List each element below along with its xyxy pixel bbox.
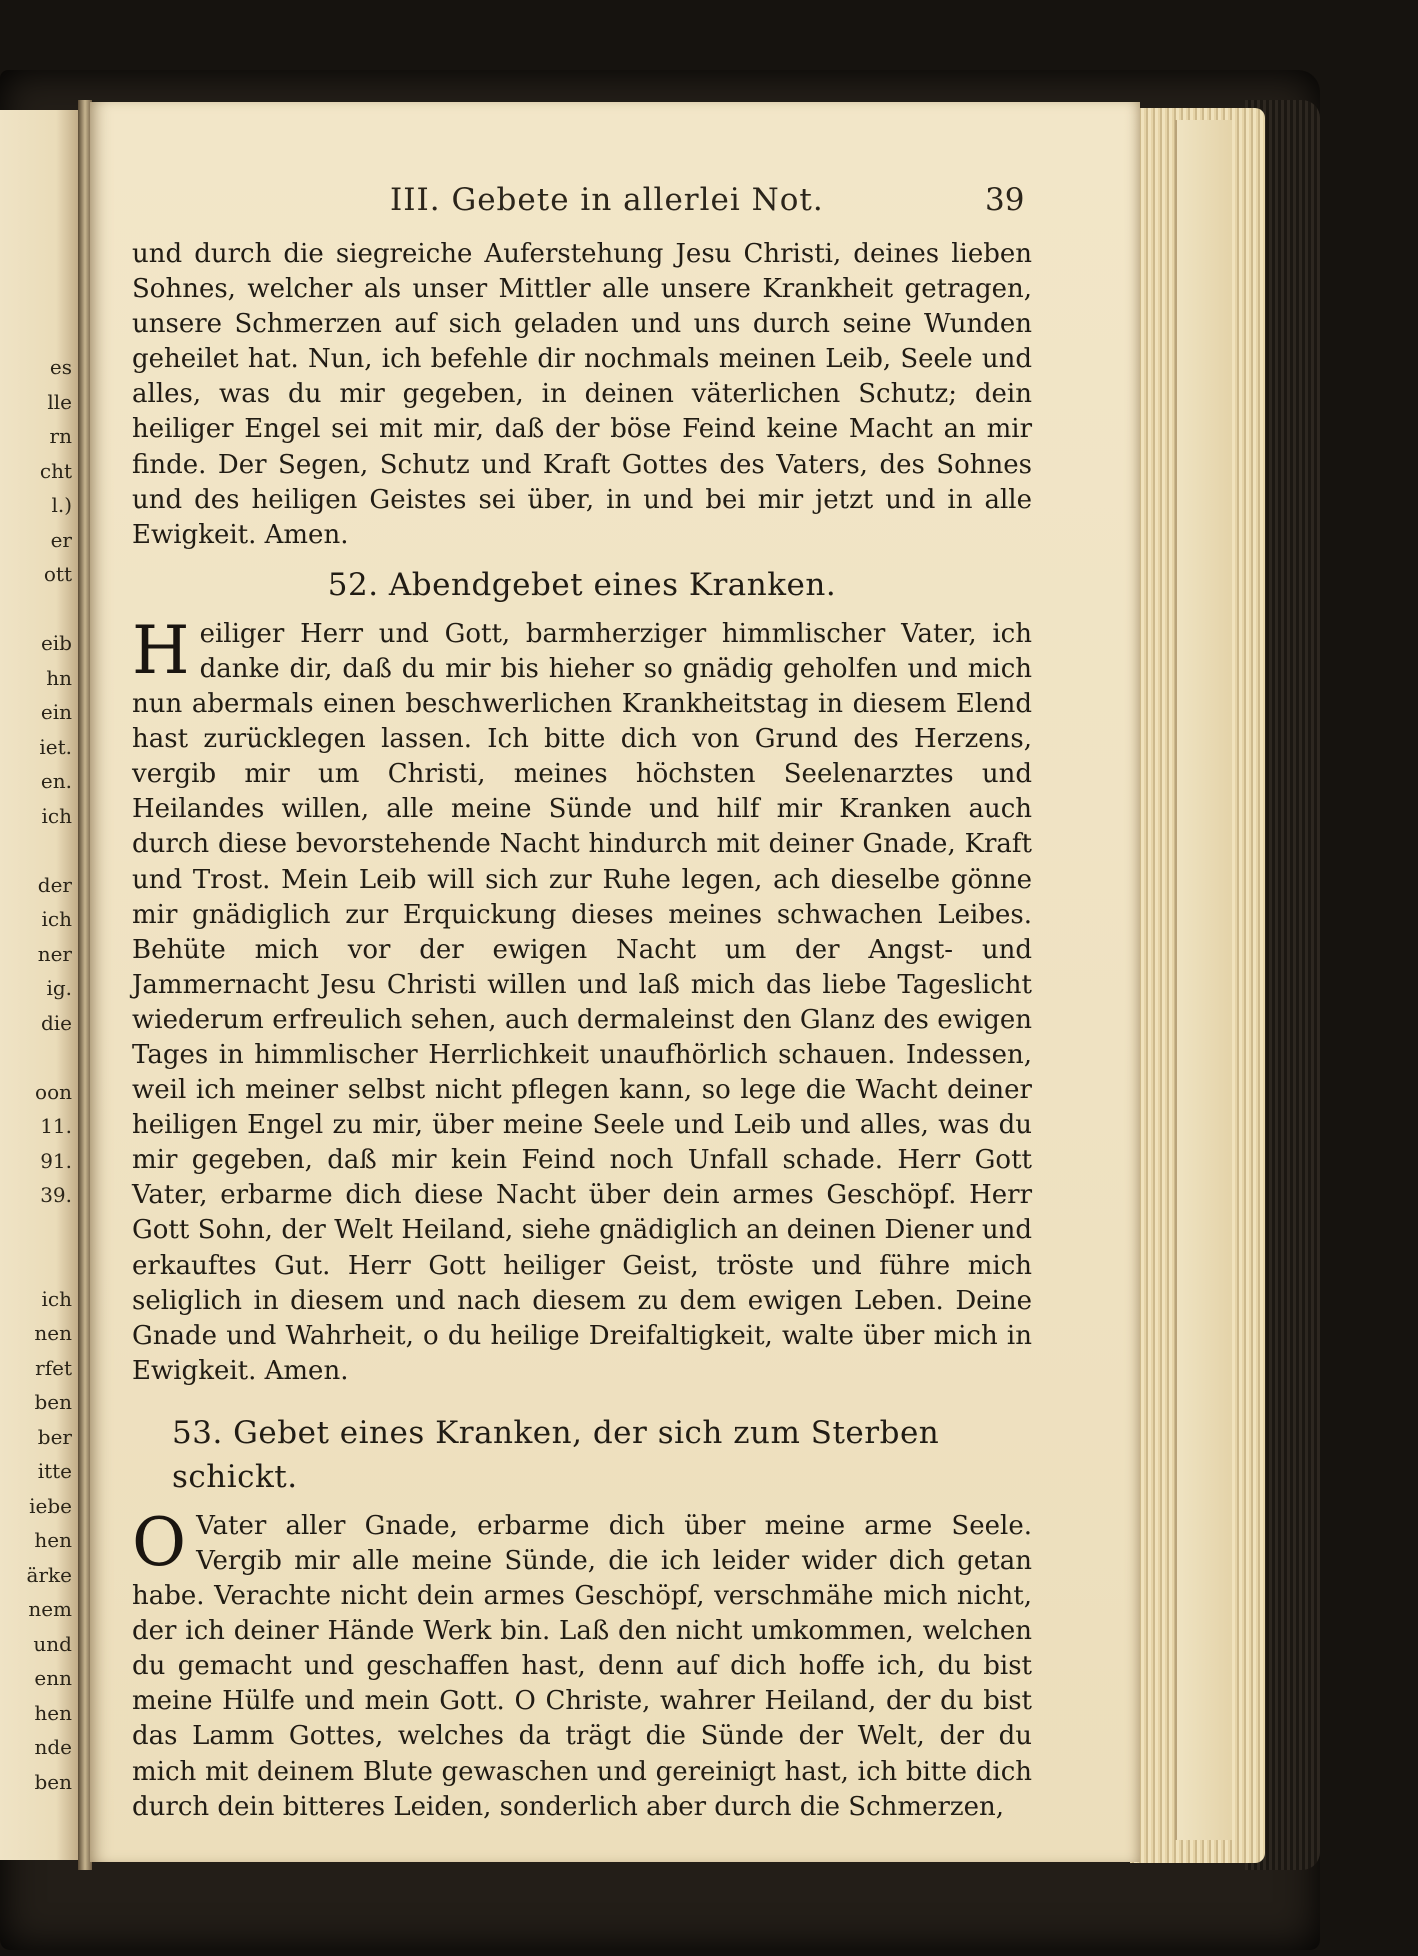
section-52-paragraph [132, 611, 1032, 1389]
left-page-fragment: hen [34, 1528, 72, 1552]
left-page-fragment: 11. [40, 1114, 72, 1138]
left-page-fragment: en. [40, 769, 72, 793]
section-52-dropcap: H [132, 611, 190, 689]
left-page-fragment: und [33, 1631, 72, 1656]
left-page-fragment: es [49, 355, 72, 379]
left-page-fragment: ber [37, 1424, 72, 1449]
left-page-fragment: itte [37, 1459, 72, 1483]
page-stack-inner [1175, 120, 1232, 1840]
left-page-fragment: er [50, 527, 72, 552]
left-page-fragment: nde [34, 1735, 72, 1759]
left-page-fragment [0, 592, 78, 627]
left-page-fragment: l.) [51, 493, 72, 517]
left-page-fragment: ich [41, 803, 72, 828]
section-53-paragraph [132, 1503, 1032, 1825]
left-page-fragment: ner [37, 941, 72, 966]
left-page-fragment: nen [34, 1321, 72, 1345]
left-page-fragment: oon [35, 1079, 72, 1104]
left-page-fragment [0, 1247, 78, 1282]
section-53-heading: 53. Gebet eines Kranken, der sich zum Sterben schickt. [172, 1414, 940, 1495]
left-page-text-fragments [0, 350, 78, 1799]
section-53-dropcap: O [132, 1503, 187, 1581]
left-page-fragment: hn [46, 665, 72, 690]
left-page-fragment [0, 1213, 78, 1248]
left-page-fragment: cht [39, 458, 72, 483]
left-page-fragment: ig. [46, 976, 72, 1000]
left-page-fragment: lle [47, 389, 72, 414]
page-header [90, 182, 1140, 226]
left-page-fragment: 91. [40, 1148, 72, 1173]
section-52-heading: 52. Abendgebet eines Kranken. [327, 566, 837, 603]
left-page-fragment: ott [43, 562, 72, 586]
left-page-fragment: der [37, 872, 72, 897]
page-content [132, 237, 1032, 1825]
left-page-fragment: ärke [26, 1562, 72, 1587]
left-page-fragment: nem [28, 1597, 72, 1621]
left-page-fragment: ich [41, 907, 72, 931]
left-page-fragment: eib [40, 631, 72, 655]
right-page [90, 102, 1140, 1862]
left-page-fragment [0, 833, 78, 868]
left-page-fragment [0, 1040, 78, 1075]
left-page-fragment: iebe [29, 1493, 72, 1518]
page-number: 39 [985, 182, 1025, 218]
left-page-fragment: iet. [39, 734, 72, 759]
left-page-edge [0, 110, 80, 1860]
continuation-paragraph: und durch die siegreiche Auferstehung Jesu Christi, deines lieben Sohnes, welcher als unser Mittler alle unsere Krankheit getragen, unsere Schmerzen auf sich geladen und uns durch seine Wunden geheilet hat. Nun, ich befehle dir nochmals meinen Leib, Seele und alles, was du mir gegeben, in deinen väterlichen Schutz; dein heiliger Engel sei mit mir, daß der böse Feind keine Macht an mir finde. Der Segen, Schutz und Kraft Gottes des Vaters, des Sohnes und des heiligen Geistes sei über, in und bei mir jetzt und in alle Ewigkeit. Amen. [132, 239, 1032, 550]
left-page-fragment: rn [49, 424, 72, 448]
section-53-text: Vater aller Gnade, erbarme dich über meine arme Seele. Vergib mir alle meine Sünde, die ich leider wider dich getan habe. Verachte nicht dein armes Geschöpf, verschmähe mich nicht, der ich deiner Hände Werk bin. Laß den nicht umkommen, welchen du gemacht und geschaffen hast, denn auf dich hoffe ich, du bist meine Hülfe und mein Gott. O Christe, wahrer Heiland, der du bist das Lamm Gottes, welches da trägt die Sünde der Welt, der du mich mit deinem Blute gewaschen und gereinigt hast, ich bitte dich durch dein bitteres Leiden, sonderlich aber durch die Schmerzen, [132, 1510, 1032, 1822]
left-page-fragment: hen [34, 1700, 72, 1725]
section-52-text: eiliger Herr und Gott, barmherziger himmlischer Vater, ich danke dir, daß du mir bis hieher so gnädig geholfen und mich nun abermals einen beschwerlichen Krankheitstag in diesem Elend hast zurücklegen lassen. Ich bitte dich von Grund des Herzens, vergib mir um Christi, meines höchsten Seelenarztes und Heilandes willen, alle meine Sünde und hilf mir Kranken auch durch diese bevorstehende Nacht hindurch mit deiner Gnade, Kraft und Trost. Mein Leib will sich zur Ruhe legen, ach dieselbe gönne mir gnädiglich zur Erquickung dieses meines schwachen Leibes. Behüte mich vor der ewigen Nacht um der Angst- und Jammernacht Jesu Christi willen und laß mich das liebe Tageslicht wiederum erfreulich sehen, auch dermaleinst den Glanz des ewigen Tages in himmlischer Herrlichkeit unaufhörlich schauen. Indessen, weil ich meiner selbst nicht pflegen kann, so lege die Wacht deiner heiligen Engel zu mir, über meine Seele und Leib und alles, was du mir gegeben, daß mir kein Feind noch Unfall schade. Herr Gott Vater, erbarme dich diese Nacht über dein armes Geschöpf. Herr Gott Sohn, der Welt Heiland, siehe gnädiglich an deinen Diener und erkauftes Gut. Herr Gott heiliger Geist, tröste und führe mich seliglich in diesem und nach diesem zu dem ewigen Leben. Deine Gnade und Wahrheit, o du heilige Dreifaltigkeit, walte über mich in Ewigkeit. Amen. [132, 618, 1032, 1386]
left-page-fragment: die [40, 1010, 72, 1035]
left-page-fragment: rfet [35, 1355, 72, 1380]
running-title: III. Gebete in allerlei Not. [390, 182, 824, 218]
left-page-fragment: ich [41, 1286, 72, 1311]
left-page-fragment: ben [34, 1390, 72, 1414]
left-page-fragment: enn [34, 1666, 72, 1690]
left-page-fragment: 39. [40, 1183, 72, 1207]
left-page-fragment: ein [40, 700, 72, 724]
left-page-fragment: ben [34, 1769, 72, 1794]
